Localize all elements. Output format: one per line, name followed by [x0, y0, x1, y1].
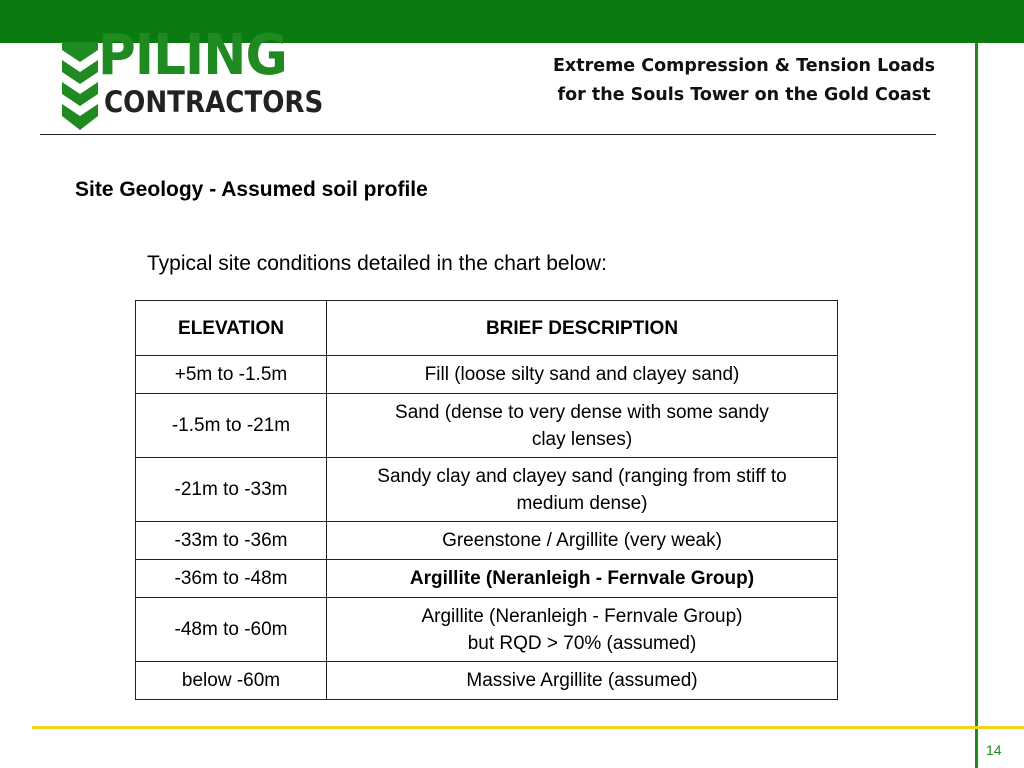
description-line: Argillite (Neranleigh - Fernvale Group) — [421, 605, 743, 627]
soil-profile-table — [135, 300, 838, 700]
description-line: Sandy clay and clayey sand (ranging from stiff to — [377, 465, 787, 487]
table-header-row — [136, 301, 838, 356]
logo-word-contractors: CONTRACTORS — [104, 85, 324, 119]
bottom-accent-line — [32, 726, 1024, 729]
description-line: Greenstone / Argillite (very weak) — [442, 530, 722, 551]
chevron-logo-icon — [62, 42, 98, 132]
description-line: Sand (dense to very dense with some sandy — [395, 401, 769, 423]
description-line: medium dense) — [516, 492, 648, 514]
header-divider — [40, 134, 936, 135]
table-row — [136, 356, 838, 394]
logo-word-piling: PILING — [98, 23, 287, 88]
description-line: Argillite (Neranleigh - Fernvale Group) — [409, 568, 755, 589]
table-row — [136, 394, 838, 458]
description-cell — [327, 662, 838, 700]
description-cell-highlighted — [327, 560, 838, 598]
description-cell — [327, 598, 838, 662]
column-header-description: BRIEF DESCRIPTION — [327, 301, 838, 356]
piling-contractors-logo — [62, 23, 332, 131]
description-line: Fill (loose silty sand and clayey sand) — [424, 364, 740, 385]
page-number: 14 — [986, 742, 1002, 758]
table-row — [136, 458, 838, 522]
elevation-cell: -21m to -33m — [136, 458, 327, 522]
intro-text: Typical site conditions detailed in the chart below: — [147, 252, 607, 275]
description-cell — [327, 522, 838, 560]
table-row — [136, 560, 838, 598]
column-header-elevation: ELEVATION — [136, 301, 327, 356]
slide-title — [520, 52, 968, 110]
description-line: clay lenses) — [531, 428, 633, 450]
table-row — [136, 598, 838, 662]
right-accent-line — [975, 43, 978, 768]
elevation-cell: -33m to -36m — [136, 522, 327, 560]
description-cell — [327, 356, 838, 394]
description-line: but RQD > 70% (assumed) — [467, 632, 697, 654]
elevation-cell: -36m to -48m — [136, 560, 327, 598]
elevation-cell: below -60m — [136, 662, 327, 700]
elevation-cell: -1.5m to -21m — [136, 394, 327, 458]
section-heading: Site Geology - Assumed soil profile — [75, 178, 428, 201]
slide-title-line-2: for the Souls Tower on the Gold Coast — [557, 85, 931, 105]
description-cell — [327, 394, 838, 458]
description-line: Massive Argillite (assumed) — [466, 670, 698, 691]
slide-title-line-1: Extreme Compression & Tension Loads — [552, 56, 936, 76]
elevation-cell: +5m to -1.5m — [136, 356, 327, 394]
table-row — [136, 522, 838, 560]
table-row — [136, 662, 838, 700]
elevation-cell: -48m to -60m — [136, 598, 327, 662]
description-cell — [327, 458, 838, 522]
